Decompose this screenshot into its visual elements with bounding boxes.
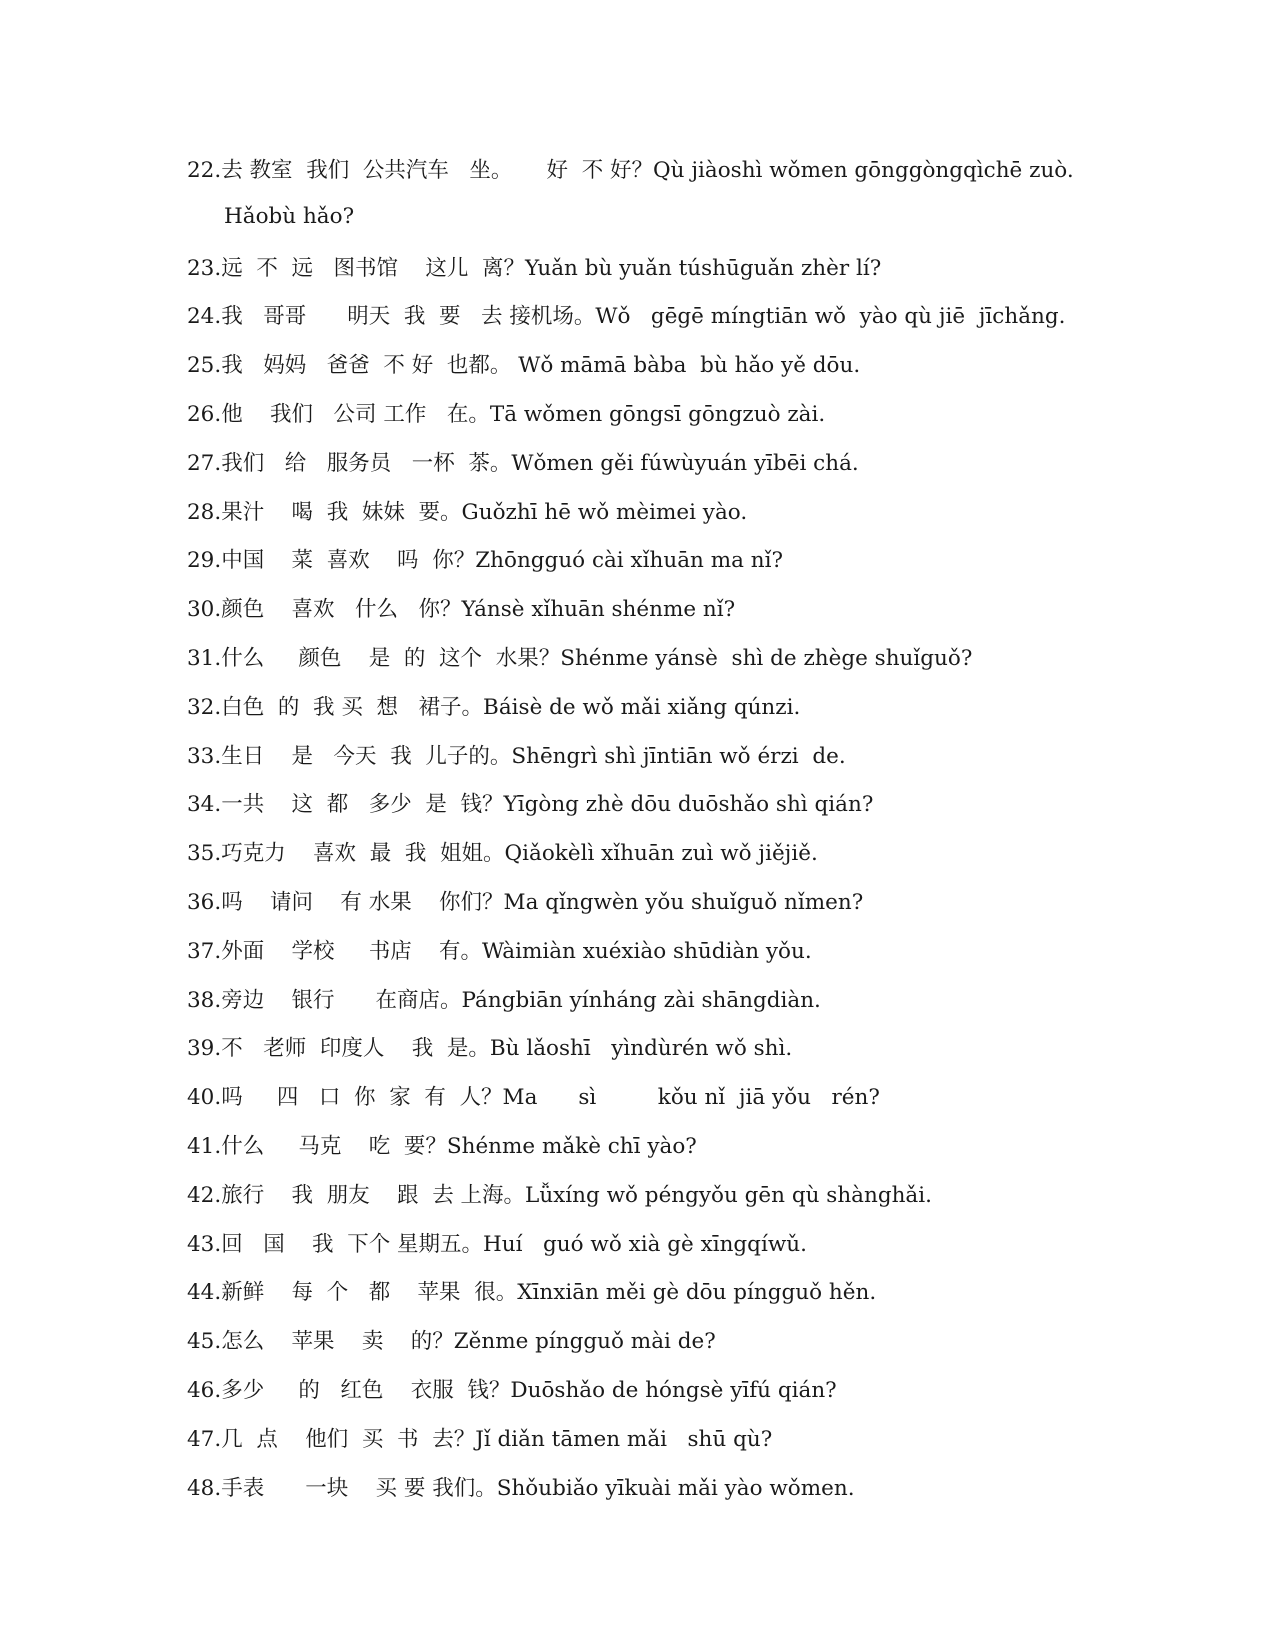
item-number: 23.	[187, 255, 222, 281]
list-item	[187, 1368, 1207, 1417]
item-number: 37.	[187, 938, 222, 964]
item-number: 22.	[187, 158, 222, 183]
item-text: 颜色 喜欢 什么 你？Yánsè xǐhuān shénme nǐ?	[221, 597, 736, 623]
item-text: 我 妈妈 爸爸 不 好 也都。 Wǒ māmā bàba bù hǎo yě dōu.	[221, 353, 861, 379]
item-number: 27.	[187, 450, 222, 476]
list-item	[187, 1173, 1207, 1222]
list-item	[187, 734, 1207, 783]
list-item	[187, 831, 1207, 880]
item-number: 46.	[187, 1377, 222, 1403]
item-text: 中国 菜 喜欢 吗 你？Zhōngguó cài xǐhuān ma nǐ?	[221, 548, 783, 574]
item-text: 我 哥哥 明天 我 要 去 接机场。Wǒ gēgē míngtiān wǒ yào qù jiē jīchǎng.	[221, 304, 1066, 330]
list-item	[187, 1124, 1207, 1173]
item-text: 去 教室 我们 公共汽车 坐。 好 不 好？Qù jiàoshì wǒmen gōnggòngqìchē zuò.	[221, 158, 1074, 183]
list-item	[187, 1417, 1207, 1466]
list-item	[187, 1319, 1207, 1368]
item-number: 30.	[187, 597, 222, 623]
item-text: 手表 一块 买 要 我们。Shǒubiǎo yīkuài mǎi yào wǒmen.	[221, 1475, 855, 1501]
item-number: 32.	[187, 694, 222, 720]
item-number: 43.	[187, 1231, 222, 1257]
list-item	[187, 1222, 1207, 1271]
item-text: 巧克力 喜欢 最 我 姐姐。Qiǎokèlì xǐhuān zuì wǒ jiějiě.	[221, 841, 818, 867]
item-number: 25.	[187, 353, 222, 379]
item-text: 多少 的 红色 衣服 钱？Duōshǎo de hóngsè yīfú qián?	[221, 1377, 837, 1403]
item-number: 38.	[187, 987, 222, 1013]
item-number: 45.	[187, 1329, 222, 1355]
item-text: 他 我们 公司 工作 在。Tā wǒmen gōngsī gōngzuò zài.	[221, 401, 826, 427]
item-number: 36.	[187, 889, 222, 915]
item-number: 42.	[187, 1182, 222, 1208]
list-item	[187, 246, 1207, 295]
list-item	[187, 685, 1207, 734]
list-item	[187, 441, 1207, 490]
item-text: 新鲜 每 个 都 苹果 很。Xīnxiān měi gè dōu píngguǒ hěn.	[221, 1280, 877, 1306]
item-text: 吗 四 口 你 家 有 人？Ma sì kǒu nǐ jiā yǒu rén?	[221, 1085, 880, 1111]
item-text: 旁边 银行 在商店。Pángbiān yínháng zài shāngdiàn.	[221, 987, 821, 1013]
list-item	[187, 1026, 1207, 1075]
item-number: 39.	[187, 1036, 222, 1062]
item-text: 怎么 苹果 卖 的？Zěnme píngguǒ mài de?	[221, 1329, 716, 1355]
item-number: 48.	[187, 1475, 222, 1501]
list-item	[187, 392, 1207, 441]
item-number: 26.	[187, 401, 222, 427]
item-number: 47.	[187, 1426, 222, 1452]
item-text: 外面 学校 书店 有。Wàimiàn xuéxiào shūdiàn yǒu.	[221, 938, 812, 964]
list-item	[187, 782, 1207, 831]
list-item	[187, 636, 1207, 685]
exercise-list	[187, 148, 1207, 1514]
item-number: 44.	[187, 1280, 222, 1306]
list-item	[187, 978, 1207, 1027]
item-text: 白色 的 我 买 想 裙子。Báisè de wǒ mǎi xiǎng qúnzi.	[221, 694, 801, 720]
item-text: 不 老师 印度人 我 是。Bù lǎoshī yìndùrén wǒ shì.	[221, 1036, 793, 1062]
item-text: 回 国 我 下个 星期五。Huí guó wǒ xià gè xīngqíwǔ.	[221, 1231, 807, 1257]
list-item	[187, 1270, 1207, 1319]
item-number: 40.	[187, 1085, 222, 1111]
list-item	[187, 490, 1207, 539]
item-text-continuation: Hǎobù hǎo?	[224, 204, 355, 229]
item-number: 34.	[187, 792, 222, 818]
item-text: 远 不 远 图书馆 这儿 离？Yuǎn bù yuǎn túshūguǎn zhèr lí?	[221, 255, 882, 281]
item-text: 几 点 他们 买 书 去？Jǐ diǎn tāmen mǎi shū qù?	[221, 1426, 773, 1452]
item-number: 31.	[187, 645, 222, 671]
item-number: 29.	[187, 548, 222, 574]
list-item	[187, 294, 1207, 343]
list-item	[187, 880, 1207, 929]
list-item	[187, 1075, 1207, 1124]
item-text: 果汁 喝 我 妹妹 要。Guǒzhī hē wǒ mèimei yào.	[221, 499, 748, 525]
item-text: 一共 这 都 多少 是 钱？Yīgòng zhè dōu duōshǎo shì qián?	[221, 792, 874, 818]
item-number: 24.	[187, 304, 222, 330]
list-item	[187, 587, 1207, 636]
item-number: 28.	[187, 499, 222, 525]
list-item	[187, 343, 1207, 392]
item-text: 我们 给 服务员 一杯 茶。Wǒmen gěi fúwùyuán yībēi chá.	[221, 450, 859, 476]
item-number: 35.	[187, 841, 222, 867]
item-text: 什么 颜色 是 的 这个 水果？Shénme yánsè shì de zhège shuǐguǒ?	[221, 645, 973, 671]
list-item	[187, 1466, 1207, 1515]
item-number: 33.	[187, 743, 222, 769]
item-text: 什么 马克 吃 要？Shénme mǎkè chī yào?	[221, 1133, 697, 1159]
item-text: 吗 请问 有 水果 你们？Ma qǐngwèn yǒu shuǐguǒ nǐmen?	[221, 889, 864, 915]
item-number: 41.	[187, 1133, 222, 1159]
list-item	[187, 538, 1207, 587]
list-item	[187, 929, 1207, 978]
list-item	[187, 148, 1207, 246]
item-text: 生日 是 今天 我 儿子的。Shēngrì shì jīntiān wǒ érzi de.	[221, 743, 846, 769]
item-text: 旅行 我 朋友 跟 去 上海。Lǚxíng wǒ péngyǒu gēn qù shànghǎi.	[221, 1182, 932, 1208]
